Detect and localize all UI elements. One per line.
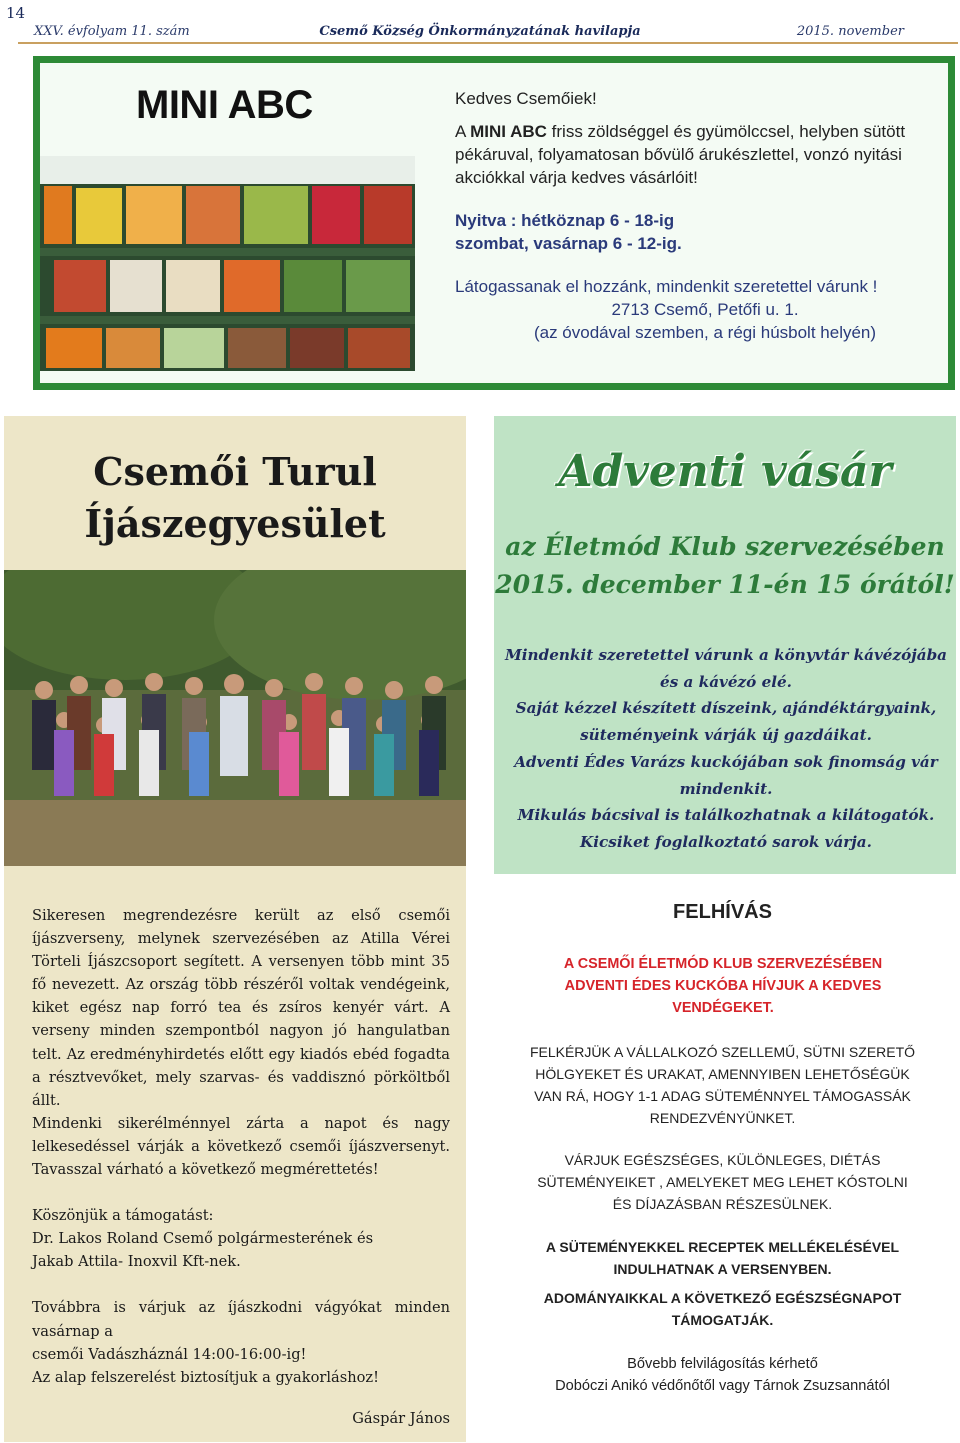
advent-subtitle [494,528,956,604]
advent-line-5: Mikulás bácsival is találkozhatnak a kilátogatók. [517,806,935,825]
felhivas-request: FELKÉRJÜK A VÁLLALKOZÓ SZELLEMŰ, SÜTNI SZERETŐ HÖLGYEKET ÉS URAKAT, AMENNYIBEN LEHETŐSÉGÜK VAN RÁ, HOGY 1-1 ADAG SÜTEMÉNNYEL TÁMOGASSÁK RENDEZVÉNYÜNKET. [529,1044,916,1126]
turul-paragraph-2: Mindenki sikerélménnyel zárta a napot és nagy lelkesedéssel várják a következő csemői íjászversenyt. Tavasszal várható a következő megmérettetés! [32,1114,450,1179]
turul-title-line2: Íjászegyesület [84,501,386,546]
advent-date: 2015. december 11-én 15 órától! [495,570,955,599]
turul-body [32,904,450,1430]
intro-brand: MINI ABC [470,122,547,141]
shop-location: (az óvodával szemben, a régi húsbolt helyén) [533,323,877,342]
produce-shelves-illustration [40,156,415,371]
turul-title [4,446,466,550]
greeting: Kedves Csemőiek! [455,89,597,108]
header-divider [18,42,958,44]
advent-fair-article [494,416,956,874]
felhivas-highlight: A CSEMŐI ÉLETMÓD KLUB SZERVEZÉSÉBEN ADVENTI ÉDES KUCKÓBA HÍVJUK A KEDVES VENDÉGEKET. [563,956,883,1016]
spacer [32,1181,450,1204]
contact-line-2: Dobóczi Anikó védőnőtől vagy Tárnok Zsuzsannától [555,1378,890,1394]
felhivas-donations: ADOMÁNYAIKKAL A KÖVETKEZŐ EGÉSZSÉGNAPOT TÁMOGATJÁK. [543,1290,902,1328]
publication-title: Csemő Község Önkormányzatának havilapja [319,24,641,39]
intro-prefix: A [455,122,471,141]
produce-display-photo [40,156,415,371]
thanks-line-1: Dr. Lakos Roland Csemő polgármesterének és [32,1230,374,1248]
advent-line-6: Kicsiket foglalkoztató sarok várja. [580,832,872,851]
contact-line-1: Bővebb felvilágosítás kérhető [627,1356,818,1372]
advent-line-4: Adventi Édes Varázs kuckójában sok finomság vár mindenkit. [514,752,938,798]
advent-title: Adventi vásár [558,446,892,497]
felhivas-contact [526,1353,919,1397]
thanks-line-2: Jakab Attila- Inoxvil Kft-nek. [32,1253,241,1271]
author-signature: Gáspár János [352,1409,450,1427]
hours-weekday: Nyitva : hétköznap 6 - 18-ig [455,211,675,230]
invite-line-3: Az alap felszerelést biztosítjuk a gyakorláshoz! [32,1368,379,1386]
turul-archery-article [4,416,466,1442]
hours-weekend: szombat, vasárnap 6 - 12-ig. [455,234,682,253]
group-photo-illustration [4,570,466,866]
felhivas-wanted: VÁRJUK EGÉSZSÉGES, KÜLÖNLEGES, DIÉTÁS SÜTEMÉNYEIKET , AMELYEKET MEG LEHET KÓSTOLNI ÉS DÍJAZÁSBAN RÉSZESÜLNEK. [537,1152,908,1212]
visit-invite: Látogassanak el hozzánk, mindenkit szeretettel várunk ! [455,277,878,296]
felhivas-recipes: A SÜTEMÉNYEKKEL RECEPTEK MELLÉKELÉSÉVEL INDULHATNAK A VERSENYBEN. [545,1239,900,1277]
advent-body [498,642,954,856]
issue-date: 2015. november [796,24,904,39]
felhivas-notice [516,883,929,1413]
invite-line-2: csemői Vadászháznál 14:00-16:00-ig! [32,1345,307,1363]
intro-rest: friss zöldséggel és gyümölccsel, helyben sütött pékáruval, folyamatosan bővülő árukészlettel, vonzó nyitási akciókkal várja kedves vásárlóit! [455,122,906,187]
turul-paragraph-1: Sikeresen megrendezésre került az első csemői íjászverseny, melynek szervezésében az Atilla Vérei Törteli Íjászcsoport segített. A versenyen több mint 35 fő nevezett. Az ország több részéről voltak vendégeink, kiket egész nap forró tea és zsíros kenyér várt. A verseny minden szempontból nagyon jó hangulatban telt. Az eredményhirdetés előtt egy kiadós ebéd fogadta a résztvevőket, mely szarvas- és vaddisznó pörköltből állt. [32,907,450,1109]
invite-line-1: Továbbra is várjuk az íjászkodni vágyókat minden vasárnap a [32,1299,450,1340]
spacer [32,1273,450,1296]
felhivas-title: FELHÍVÁS [673,901,772,923]
turul-title-line1: Csemői Turul [93,449,377,494]
mini-abc-text [455,87,955,344]
archery-group-photo [4,570,466,866]
advent-line-2: és a kávézó elé. [660,672,792,691]
advent-line-1: Mindenkit szeretettel várunk a könyvtár kávézójába [504,646,948,664]
shop-address: 2713 Csemő, Petőfi u. 1. [611,300,799,319]
mini-abc-title: MINI ABC [136,83,313,127]
opening-hours [455,209,955,255]
advent-organizer: az Életmód Klub szervezésében [505,532,945,561]
issue-label: XXV. évfolyam 11. szám [34,24,190,39]
page-number: 14 [6,4,26,22]
mini-abc-ad [33,56,955,390]
intro-paragraph [455,120,955,189]
thanks-title: Köszönjük a támogatást: [32,1207,214,1225]
advent-line-3: Saját kézzel készített díszeink, ajándéktárgyaink, süteményeink várják új gazdáikat. [515,699,937,745]
